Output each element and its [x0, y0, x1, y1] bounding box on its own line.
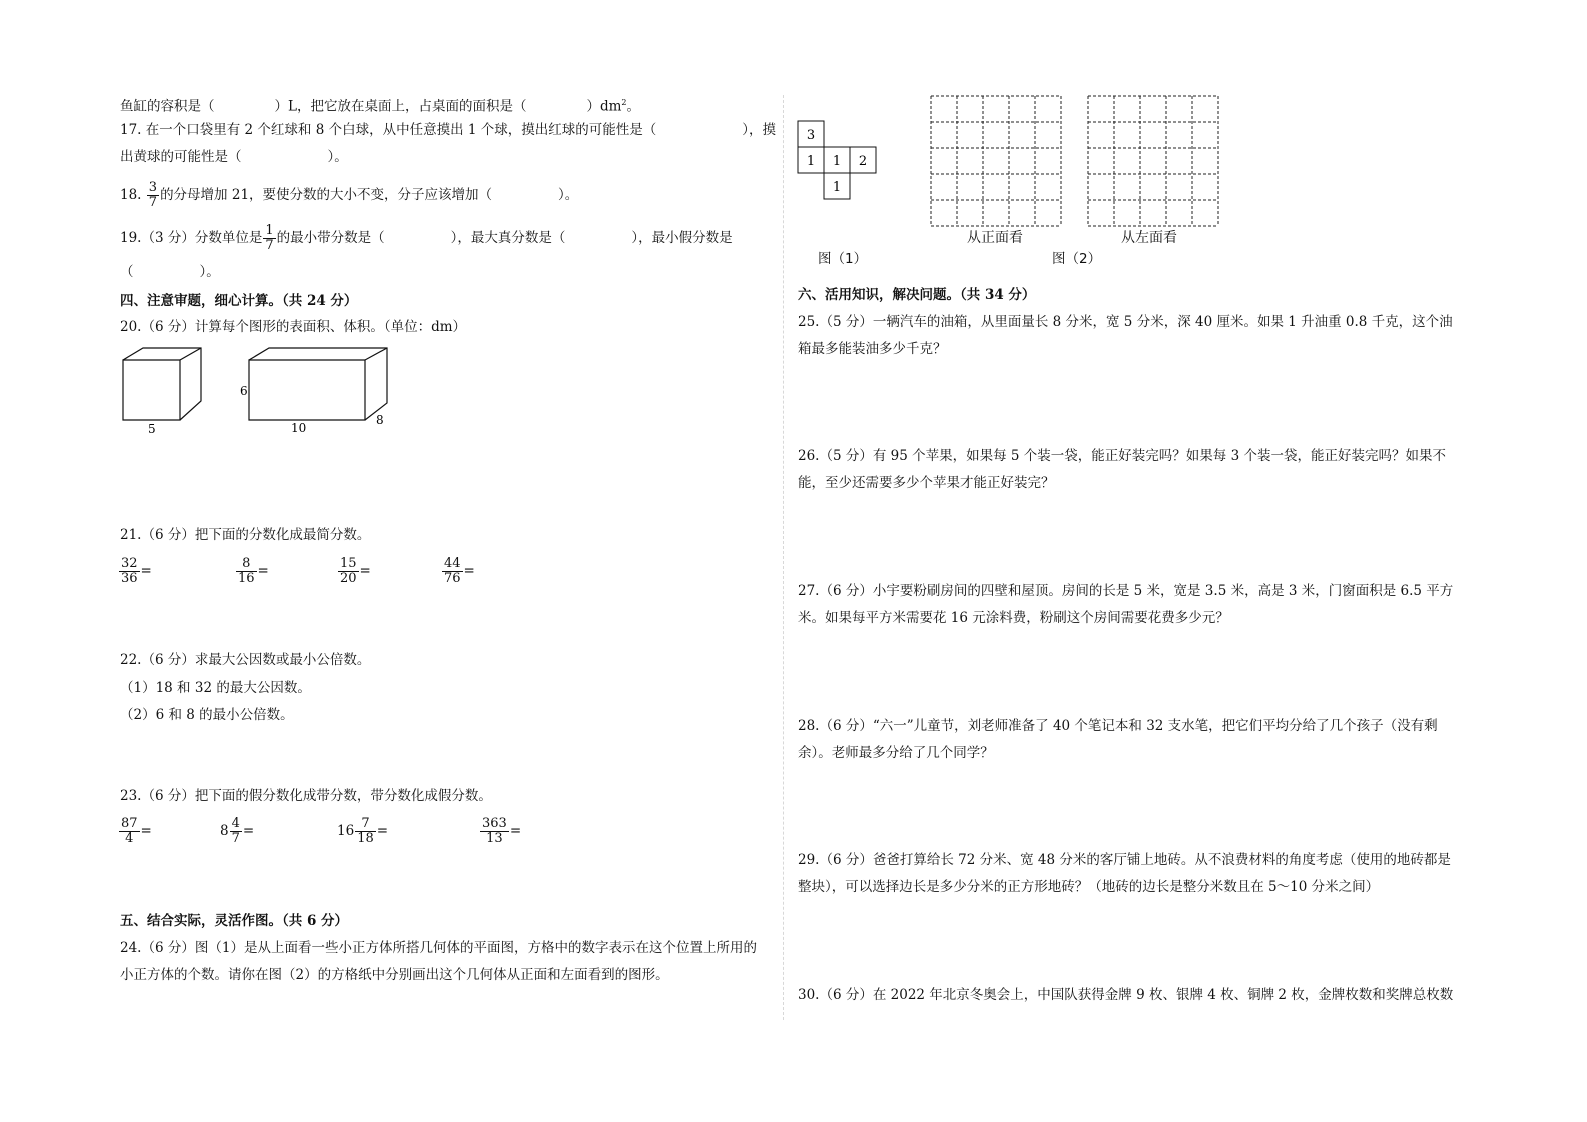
- q22-part1: （1）18 和 32 的最大公因数。: [120, 680, 311, 696]
- cell-count: 1: [832, 154, 842, 169]
- front-view-label: 从正面看: [967, 230, 1023, 246]
- q25-line2: 箱最多能装油多少千克？: [798, 341, 947, 357]
- q21-item: $\frac{32}{36}$ =: [121, 556, 152, 586]
- q21-item: $\frac{15}{20}$ =: [340, 556, 371, 586]
- section-4-heading: 四、注意审题，细心计算。（共 24 分）: [120, 293, 358, 309]
- q29-line1: 29.（6 分）爸爸打算给长 72 分米、宽 48 分米的客厅铺上地砖。从不浪费材料的角度考虑（使用的地砖都是: [798, 852, 1451, 868]
- q22-part2: （2）6 和 8 的最小公倍数。: [120, 707, 294, 723]
- q26-line2: 能，至少还需要多少个苹果才能正好装完？: [798, 475, 1055, 491]
- cube-figure: [123, 348, 201, 420]
- q25-line1: 25.（5 分）一辆汽车的油箱，从里面量长 8 分米，宽 5 分米，深 40 厘米。如果 1 升油重 0.8 千克，这个油: [798, 314, 1453, 330]
- section-5-heading: 五、结合实际，灵活作图。（共 6 分）: [120, 913, 349, 929]
- cell-count: 1: [832, 180, 842, 195]
- q22: 22.（6 分）求最大公因数或最小公倍数。: [120, 652, 371, 668]
- left-view-grid[interactable]: [1087, 95, 1219, 227]
- q28-line1: 28.（6 分）“六一”儿童节，刘老师准备了 40 个笔记本和 32 支水笔，把它们平均分给了几个孩子（没有剩: [798, 718, 1438, 734]
- q17-line1: 17. 在一个口袋里有 2 个红球和 8 个白球，从中任意摸出 1 个球，摸出红球的可能性是（ ），摸: [120, 122, 777, 138]
- q24-line1: 24.（6 分）图（1）是从上面看一些小正方体所搭几何体的平面图，方格中的数字表示在这个位置上所用的: [120, 940, 757, 956]
- q29-line2: 整块），可以选择边长是多少分米的正方形地砖？（地砖的边长是整分米数且在 5～10 分米之间）: [798, 879, 1380, 895]
- cuboid-depth-label: 8: [376, 413, 384, 427]
- q23-item: $\frac{87}{4}$ =: [121, 816, 152, 846]
- fraction: $\frac{3}{7}$: [148, 180, 158, 210]
- q30-line1: 30.（6 分）在 2022 年北京冬奥会上，中国队获得金牌 9 枚、银牌 4 枚、铜牌 2 枚，金牌枚数和奖牌总枚数: [798, 987, 1454, 1003]
- q21-item: $\frac{8}{16}$ =: [238, 556, 269, 586]
- cell-count: 3: [806, 128, 816, 143]
- q23-item: 16 $\frac{7}{18}$ =: [337, 816, 389, 846]
- q23-item: $\frac{363}{13}$ =: [482, 816, 522, 846]
- q26-line1: 26.（5 分）有 95 个苹果，如果每 5 个装一袋，能正好装完吗？如果每 3 个装一袋，能正好装完吗？如果不: [798, 448, 1446, 464]
- top-view-figure: [797, 120, 882, 202]
- q23-item: 8 $\frac{4}{7}$ =: [220, 816, 255, 846]
- cuboid-height-label: 6: [240, 384, 248, 398]
- figure-2-caption: 图（2）: [1052, 251, 1102, 267]
- front-view-grid[interactable]: [930, 95, 1062, 227]
- q19-line2: （ ）。: [120, 264, 220, 280]
- figure-1-caption: 图（1）: [818, 251, 868, 267]
- cuboid-figure: [249, 348, 387, 420]
- left-view-label: 从左面看: [1121, 230, 1177, 246]
- q27-line2: 米。如果每平方米需要花 16 元涂料费，粉刷这个房间需要花费多少元？: [798, 610, 1229, 626]
- q24-line2: 小正方体的个数。请你在图（2）的方格纸中分别画出这个几何体从正面和左面看到的图形。: [120, 967, 669, 983]
- section-6-heading: 六、活用知识，解决问题。（共 34 分）: [798, 287, 1036, 303]
- q21-item: $\frac{44}{76}$ =: [444, 556, 475, 586]
- fraction: $\frac{1}{7}$: [265, 223, 274, 253]
- q17-line2: 出黄球的可能性是（ ）。: [120, 149, 348, 165]
- q19-line1: 19.（3 分）分数单位是 $\frac{1}{7}$ 的最小带分数是（ ），最大真分数是（ ），最小假分数是: [120, 223, 733, 253]
- cuboid-length-label: 10: [291, 421, 307, 435]
- cell-count: 2: [858, 154, 868, 169]
- q18: 18. $\frac{3}{7}$ 的分母增加 21，要使分数的大小不变，分子应该增加（ ）。: [120, 180, 579, 210]
- cube-edge-label: 5: [148, 422, 156, 436]
- q21: 21.（6 分）把下面的分数化成最简分数。: [120, 527, 371, 543]
- q27-line1: 27.（6 分）小宇要粉刷房间的四壁和屋顶。房间的长是 5 米，宽是 3.5 米，高是 3 米，门窗面积是 6.5 平方: [798, 583, 1454, 599]
- q16-tail: 鱼缸的容积是（ ）L，把它放在桌面上，占桌面的面积是（ ）$dm^2$。: [120, 98, 641, 115]
- q20: 20.（6 分）计算每个图形的表面积、体积。（单位：dm）: [120, 319, 467, 335]
- q20-figures: [115, 343, 395, 438]
- q28-line2: 余）。老师最多分给了几个同学？: [798, 745, 994, 761]
- column-divider: [783, 95, 784, 1020]
- cell-count: 1: [806, 154, 816, 169]
- q23: 23.（6 分）把下面的假分数化成带分数，带分数化成假分数。: [120, 788, 492, 804]
